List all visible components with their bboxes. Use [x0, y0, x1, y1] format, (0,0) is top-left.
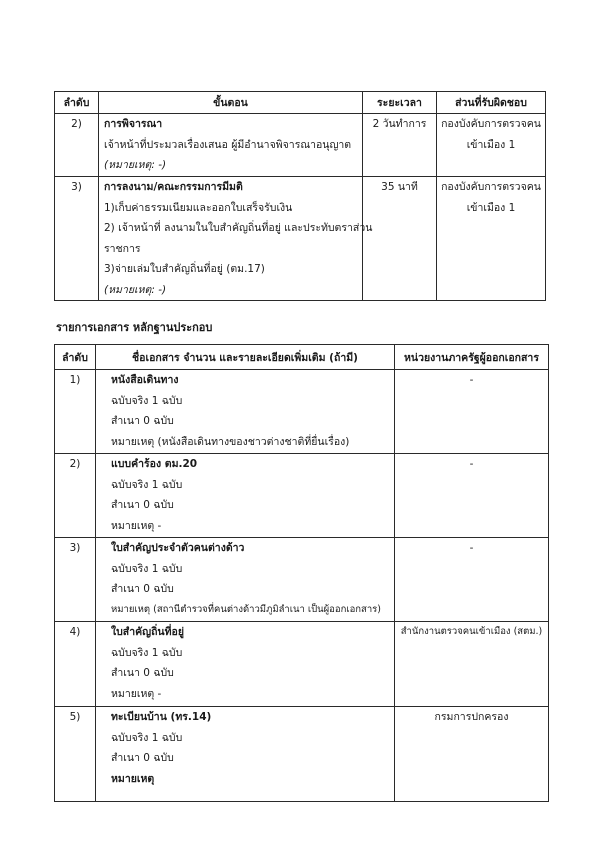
header-duration: ระยะเวลา	[363, 92, 437, 114]
document-note: หมายเหตุ -	[111, 687, 162, 700]
document-original: ฉบับจริง 1 ฉบับ	[111, 394, 183, 407]
header-seq: ลำดับ	[55, 345, 96, 370]
document-name: ใบสำคัญประจำตัวคนต่างด้าว	[111, 542, 245, 554]
document-note: หมายเหตุ -	[111, 519, 162, 532]
document-name: ใบสำคัญถิ่นที่อยู่	[111, 626, 184, 638]
step-responsible: กองบังคับการตรวจคน	[441, 118, 541, 130]
table-row	[55, 370, 549, 454]
table-row	[55, 454, 549, 538]
step-responsible: กองบังคับการตรวจคน	[441, 181, 541, 193]
step-responsible: เข้าเมือง 1	[466, 201, 516, 214]
document-name: ทะเบียนบ้าน (ทร.14)	[111, 711, 212, 723]
document-name: หนังสือเดินทาง	[111, 374, 179, 386]
header-agency: หน่วยงานภาครัฐผู้ออกเอกสาร	[395, 345, 549, 370]
document-agency: -	[469, 458, 474, 470]
document-name: แบบคำร้อง ตม.20	[111, 458, 198, 470]
table-row	[55, 538, 549, 622]
document-agency: สำนักงานตรวจคนเข้าเมือง (สตม.)	[400, 626, 543, 637]
document-original: ฉบับจริง 1 ฉบับ	[111, 478, 183, 491]
table-row	[55, 114, 546, 177]
table-row	[55, 622, 549, 707]
table-row	[55, 177, 546, 301]
row-seq: 3)	[69, 542, 81, 554]
step-responsible: เข้าเมือง 1	[466, 138, 516, 151]
row-seq: 3)	[71, 181, 82, 193]
document-original: ฉบับจริง 1 ฉบับ	[111, 646, 183, 659]
documents-table	[54, 344, 549, 802]
row-seq: 5)	[69, 711, 81, 723]
step-duration: 35 นาที	[381, 181, 418, 193]
header-document: ชื่อเอกสาร จำนวน และรายละเอียดเพิ่มเติม (ถ้ามี)	[96, 345, 395, 370]
step-note: (หมายเหตุ: -)	[104, 283, 167, 296]
document-agency: -	[469, 374, 474, 386]
step-line: ราชการ	[104, 242, 141, 255]
documents-header-row	[55, 345, 549, 370]
step-line: 1)เก็บค่าธรรมเนียมและออกใบเสร็จรับเงิน	[104, 201, 293, 214]
header-responsible: ส่วนที่รับผิดชอบ	[437, 92, 546, 114]
procedure-header-row	[55, 92, 546, 114]
step-line: เจ้าหน้าที่ประมวลเรื่องเสนอ ผู้มีอำนาจพิจารณาอนุญาต	[104, 138, 352, 151]
document-copy: สำเนา 0 ฉบับ	[111, 415, 174, 427]
documents-section-title: รายการเอกสาร หลักฐานประกอบ	[56, 321, 213, 334]
step-duration: 2 วันทำการ	[372, 118, 427, 130]
header-seq: ลำดับ	[55, 92, 99, 114]
row-seq: 2)	[71, 118, 82, 130]
procedure-table	[54, 91, 546, 301]
document-copy: สำเนา 0 ฉบับ	[111, 752, 174, 764]
table-row	[55, 707, 549, 802]
header-step: ขั้นตอน	[99, 92, 363, 114]
document-copy: สำเนา 0 ฉบับ	[111, 667, 174, 679]
document-note: หมายเหตุ (สถานีตำรวจที่คนต่างด้าวมีภูมิลำเนา เป็นผู้ออกเอกสาร)	[111, 603, 381, 615]
row-seq: 4)	[69, 626, 81, 638]
row-seq: 1)	[69, 374, 81, 386]
document-note: หมายเหตุ	[111, 772, 155, 785]
document-agency: กรมการปกครอง	[434, 711, 509, 723]
step-line: 2) เจ้าหน้าที่ ลงนามในใบสำคัญถิ่นที่อยู่ และประทับตราส่วน	[104, 222, 373, 234]
step-title: การพิจารณา	[104, 118, 163, 130]
row-seq: 2)	[69, 458, 81, 470]
document-copy: สำเนา 0 ฉบับ	[111, 499, 174, 511]
document-original: ฉบับจริง 1 ฉบับ	[111, 562, 183, 575]
step-note: (หมายเหตุ: -)	[104, 159, 167, 171]
document-note: หมายเหตุ (หนังสือเดินทางของชาวต่างชาติที่ยื่นเรื่อง)	[111, 435, 350, 448]
step-line: 3)จ่ายเล่มใบสำคัญถิ่นที่อยู่ (ตม.17)	[104, 263, 265, 275]
document-copy: สำเนา 0 ฉบับ	[111, 583, 174, 595]
document-original: ฉบับจริง 1 ฉบับ	[111, 731, 183, 744]
step-title: การลงนาม/คณะกรรมการมีมติ	[104, 181, 243, 193]
document-agency: -	[469, 542, 474, 554]
